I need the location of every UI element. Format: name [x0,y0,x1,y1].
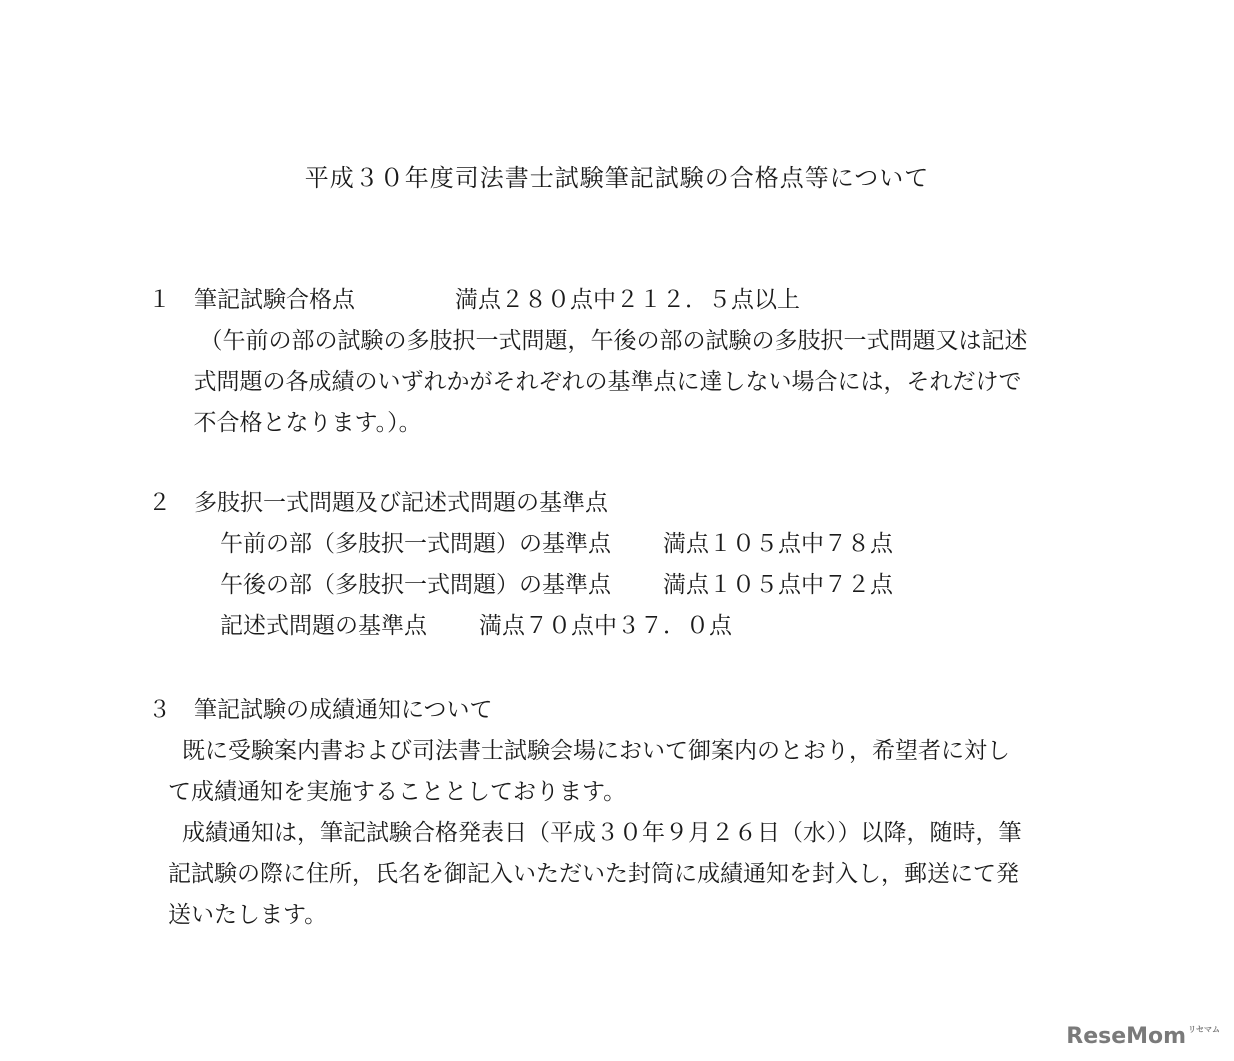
resemom-watermark-logo [1066,1024,1220,1049]
section-number: ３ [148,697,171,723]
section-2-heading-row [148,483,1128,524]
standard-score-row [220,606,1128,647]
section-score-notification [148,690,1128,936]
section-3-heading-row [148,690,1128,731]
section-heading: 筆記試験合格点 [194,287,355,313]
section-standard-scores [148,483,1128,647]
paragraph-line: て成績通知を実施することとしております。 [168,779,627,805]
page-title: 平成３０年度司法書士試験筆記試験の合格点等について [304,164,930,192]
section-passing-score [148,280,1128,444]
paragraph-line: 記試験の際に住所，氏名を御記入いただいた封筒に成績通知を封入し，郵送にて発 [168,861,1019,887]
standard-score-value: 満点７０点中３７．０点 [479,613,732,639]
note-line: 式問題の各成績のいずれかがそれぞれの基準点に達しない場合には，それだけで [193,369,1022,395]
passing-score-value: 満点２８０点中２１２．５点以上 [455,287,800,313]
section-heading: 筆記試験の成績通知について [194,697,493,723]
standard-score-value: 満点１０５点中７２点 [663,572,893,598]
section-heading: 多肢択一式問題及び記述式問題の基準点 [194,490,608,516]
standard-score-row [220,565,1128,606]
section-1-heading-row [148,280,1128,321]
standard-score-label: 午後の部（多肢択一式問題）の基準点 [220,572,611,598]
note-line: （午前の部の試験の多肢択一式問題，午後の部の試験の多肢択一式問題又は記述 [199,328,1028,354]
passing-score-note [194,321,1124,444]
standard-score-label: 午前の部（多肢択一式問題）の基準点 [220,531,611,557]
watermark-subtext: リセマム [1188,1025,1220,1034]
paragraph-line: 送いたします。 [168,902,328,928]
section-number: １ [148,287,171,313]
standard-score-row [220,524,1128,565]
standard-score-label: 記述式問題の基準点 [220,613,427,639]
note-line: 不合格となります。）。 [193,410,422,436]
standard-score-value: 満点１０５点中７８点 [663,531,893,557]
paragraph-line: 既に受験案内書および司法書士試験会場において御案内のとおり，希望者に対し [182,738,1010,764]
paragraph-line: 成績通知は，筆記試験合格発表日（平成３０年９月２６日（水））以降，随時，筆 [182,820,1022,846]
watermark-text: ReseMom [1066,1024,1187,1049]
section-number: ２ [148,490,171,516]
